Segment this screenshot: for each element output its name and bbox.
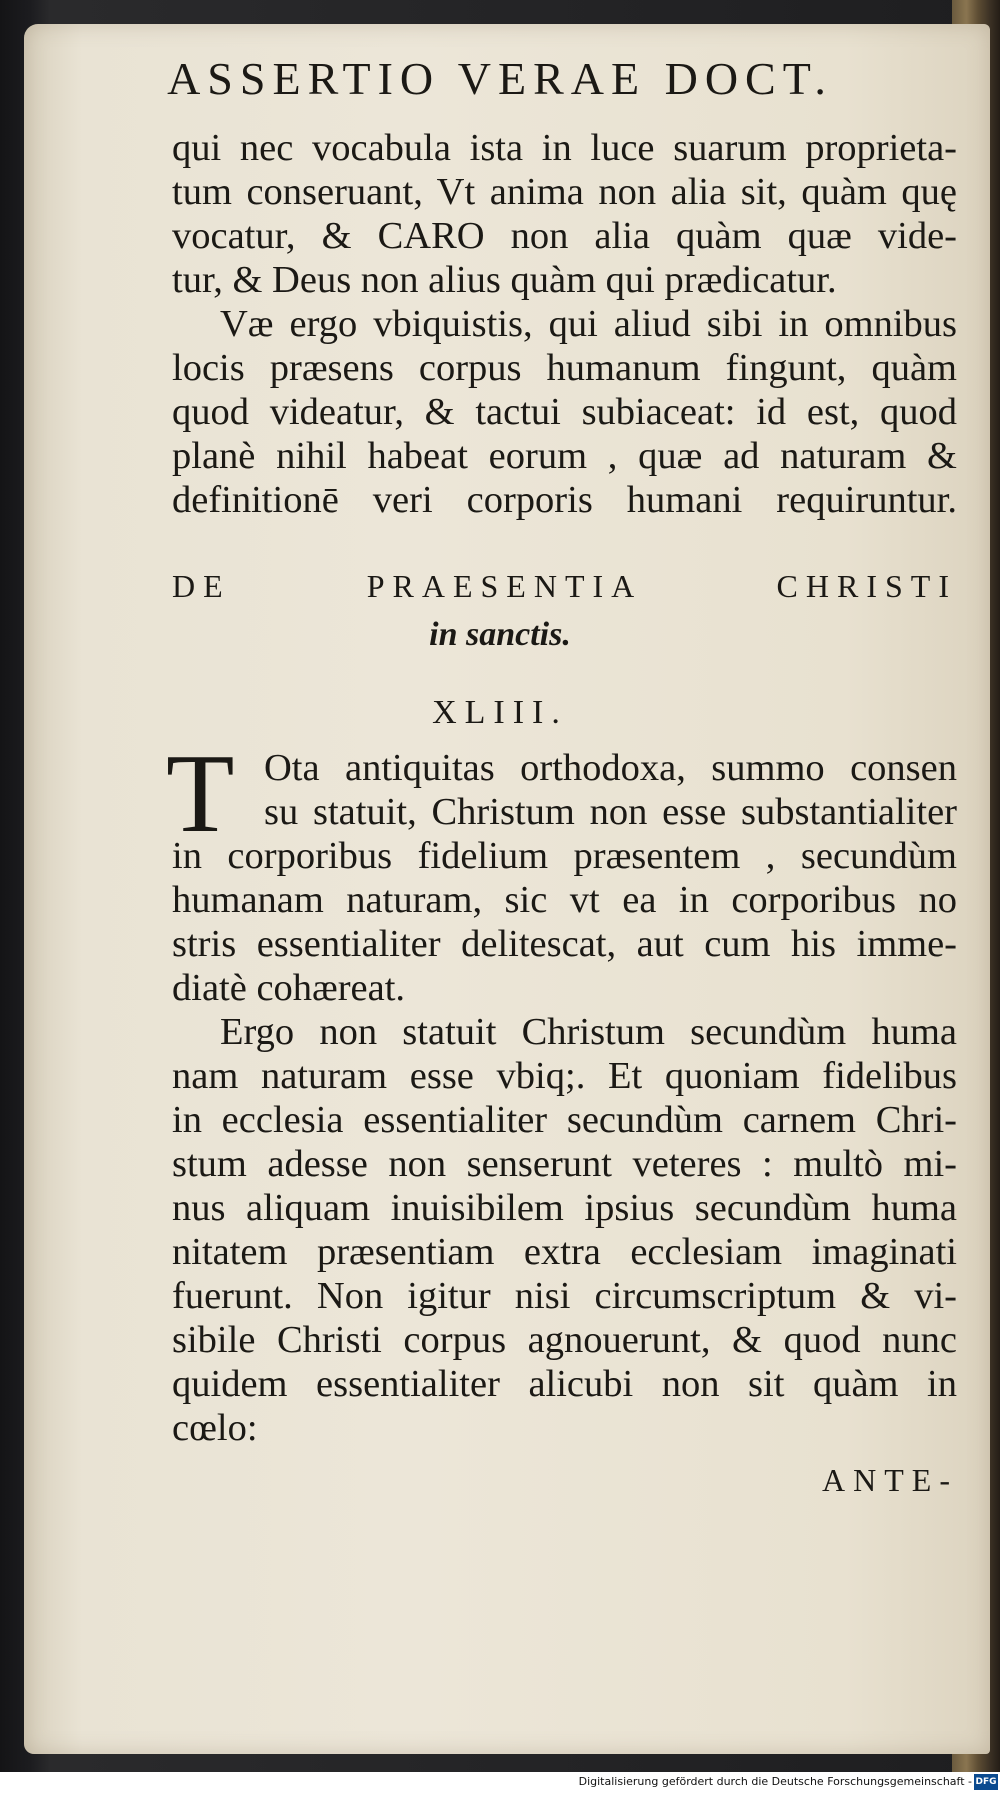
text-line: nus aliquam inuisibilem ipsius secundùm huma [172, 1187, 957, 1229]
text-line: nam naturam esse vbiq;. Et quoniam fidelibus [172, 1055, 957, 1097]
text-line: tum conseruant, Vt anima non alia sit, quàm quę [172, 171, 957, 213]
text-line: fuerunt. Non igitur nisi circumscriptum & vi- [172, 1275, 957, 1317]
text-line: stum adesse non senserunt veteres : multò mi- [172, 1143, 957, 1185]
text-line: Ota antiquitas orthodoxa, summo consen [264, 747, 957, 789]
initial-letter: T [166, 732, 235, 856]
text-line: in ecclesia essentialiter secundùm carnem Chri- [172, 1099, 957, 1141]
text-line: in corporibus fidelium præsentem , secundùm [172, 835, 957, 877]
funding-credit: Digitalisierung gefördert durch die Deutsche Forschungsgemeinschaft - [578, 1775, 972, 1788]
text-line: stris essentialiter delitescat, aut cum his imme- [172, 923, 957, 965]
text-line: vocatur, & CARO non alia quàm quæ vide- [172, 215, 957, 257]
text-line: cœlo: [172, 1407, 258, 1449]
text-line: locis præsens corpus humanum fingunt, quàm [172, 347, 957, 389]
text-line: diatè cohæreat. [172, 967, 406, 1009]
section-number: XLIII. [432, 694, 568, 731]
text-line: sibile Christi corpus agnouerunt, & quod nunc [172, 1319, 957, 1361]
text-line: definitionē veri corporis humani requiruntur. [172, 479, 957, 521]
text-line: tur, & Deus non alius quàm qui prædicatur. [172, 259, 837, 301]
text-line: planè nihil habeat eorum , quæ ad naturam & [172, 435, 957, 477]
running-head: ASSERTIO VERAE DOCT. [167, 53, 833, 104]
footer-strip [0, 1772, 1000, 1793]
catchword: ANTE- [822, 1462, 958, 1498]
text-line: Væ ergo vbiquistis, qui aliud sibi in omnibus [220, 303, 957, 345]
text-line: quod videatur, & tactui subiaceat: id est, quod [172, 391, 957, 433]
text-line: su statuit, Christum non esse substantialiter [264, 791, 957, 833]
section-subheading: in sanctis. [429, 616, 571, 653]
section-heading: DE PRAESENTIA CHRISTI [172, 568, 957, 604]
text-line: nitatem præsentiam extra ecclesiam imaginati [172, 1231, 957, 1273]
text-line: humanam naturam, sic vt ea in corporibus no [172, 879, 957, 921]
text-line: quidem essentialiter alicubi non sit quàm in [172, 1363, 957, 1405]
text-line: qui nec vocabula ista in luce suarum proprieta- [172, 127, 957, 169]
text-line: Ergo non statuit Christum secundùm huma [220, 1011, 957, 1053]
dfg-logo: DFG [974, 1774, 998, 1790]
